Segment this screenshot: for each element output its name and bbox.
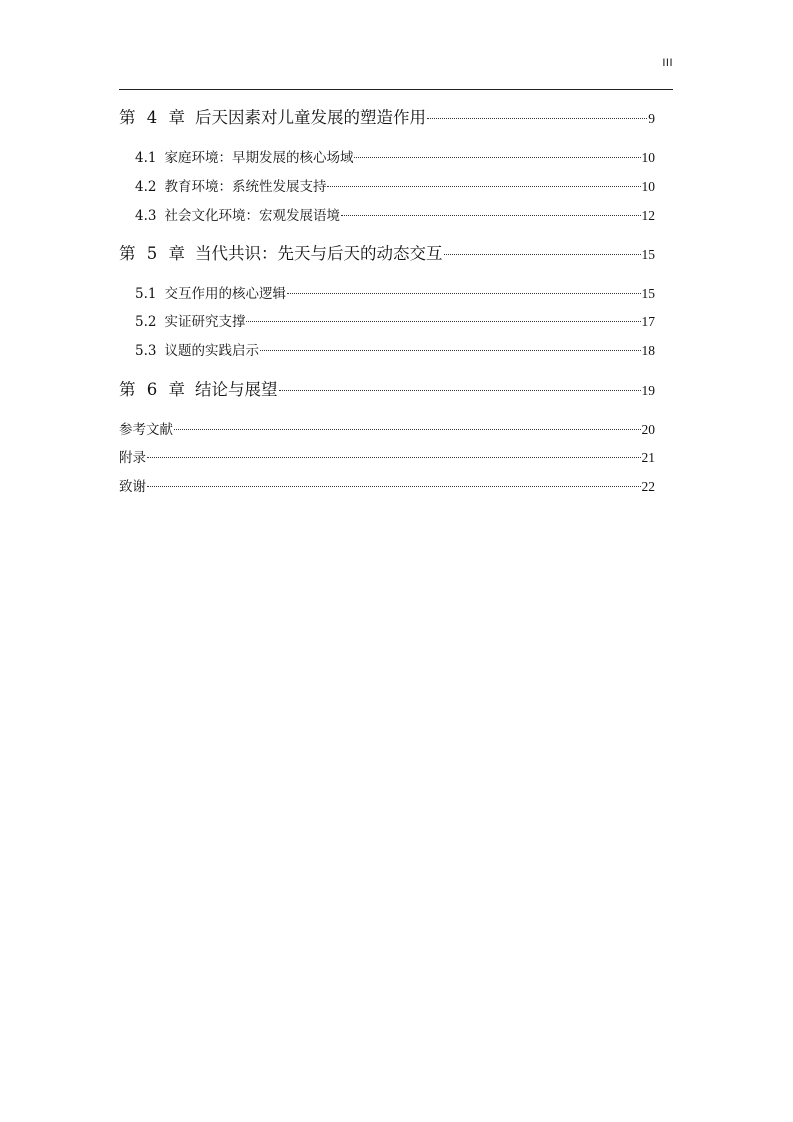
toc-number: 4.1 xyxy=(135,150,157,166)
toc-title: 后天因素对儿童发展的塑造作用 xyxy=(195,108,426,127)
toc-number: 第 5 章 xyxy=(119,244,185,263)
toc-title: 致谢 xyxy=(119,479,146,495)
toc-title: 社会文化环境：宏观发展语境 xyxy=(164,208,340,224)
toc-entry-section-4-2[interactable] xyxy=(119,175,655,195)
toc-entry-chapter-4[interactable] xyxy=(119,104,655,128)
toc-entry-references[interactable] xyxy=(119,418,655,438)
toc-entry-section-5-1[interactable] xyxy=(119,282,655,302)
toc-entry-section-4-3[interactable] xyxy=(119,204,655,224)
dot-leader xyxy=(147,473,641,488)
dot-leader xyxy=(260,337,641,352)
dot-leader xyxy=(279,374,641,392)
toc-number: 4.2 xyxy=(135,179,157,195)
dot-leader xyxy=(427,102,647,120)
toc-page: 17 xyxy=(641,314,655,329)
toc-page: 18 xyxy=(641,343,655,358)
dot-leader xyxy=(327,173,640,188)
toc-entry-acknowledgements[interactable] xyxy=(119,475,655,495)
toc-number: 4.3 xyxy=(135,208,157,224)
dot-leader xyxy=(147,444,641,459)
toc-page: 19 xyxy=(641,383,655,398)
dot-leader xyxy=(174,416,641,431)
toc-entry-section-5-2[interactable] xyxy=(119,310,655,330)
dot-leader xyxy=(444,238,641,256)
toc-entry-appendix[interactable] xyxy=(119,446,655,466)
toc-title: 参考文献 xyxy=(119,422,173,438)
page-number: III xyxy=(662,57,673,69)
dot-leader xyxy=(341,202,641,217)
toc-page: 15 xyxy=(641,286,655,301)
toc-title: 当代共识：先天与后天的动态交互 xyxy=(195,244,443,263)
toc-number: 5.2 xyxy=(135,314,157,330)
toc-entry-chapter-5[interactable] xyxy=(119,240,655,264)
toc-page: 10 xyxy=(641,150,655,165)
toc-page: 21 xyxy=(641,450,655,465)
toc-title: 交互作用的核心逻辑 xyxy=(164,286,286,302)
toc-number: 第 4 章 xyxy=(119,108,185,127)
toc-title: 家庭环境：早期发展的核心场域 xyxy=(164,150,354,166)
toc-entry-section-4-1[interactable] xyxy=(119,146,655,166)
header-rule xyxy=(119,89,673,90)
toc-page: 10 xyxy=(641,179,655,194)
dot-leader xyxy=(287,280,641,295)
toc-number: 5.1 xyxy=(135,286,157,302)
toc-title: 结论与展望 xyxy=(195,380,278,399)
toc-number: 第 6 章 xyxy=(119,380,185,399)
toc-page: 22 xyxy=(641,479,655,494)
toc-title: 议题的实践启示 xyxy=(164,343,259,359)
toc-title: 附录 xyxy=(119,450,146,466)
toc-page: 20 xyxy=(641,422,655,437)
toc-entry-chapter-6[interactable] xyxy=(119,376,655,400)
dot-leader xyxy=(246,308,640,323)
toc-title: 实证研究支撑 xyxy=(164,314,246,330)
toc-page: 12 xyxy=(641,208,655,223)
toc-entry-section-5-3[interactable] xyxy=(119,339,655,359)
toc-page: 15 xyxy=(641,247,655,262)
toc-page: 9 xyxy=(648,111,655,126)
toc-number: 5.3 xyxy=(135,343,157,359)
toc-title: 教育环境：系统性发展支持 xyxy=(164,179,327,195)
dot-leader xyxy=(354,144,640,159)
